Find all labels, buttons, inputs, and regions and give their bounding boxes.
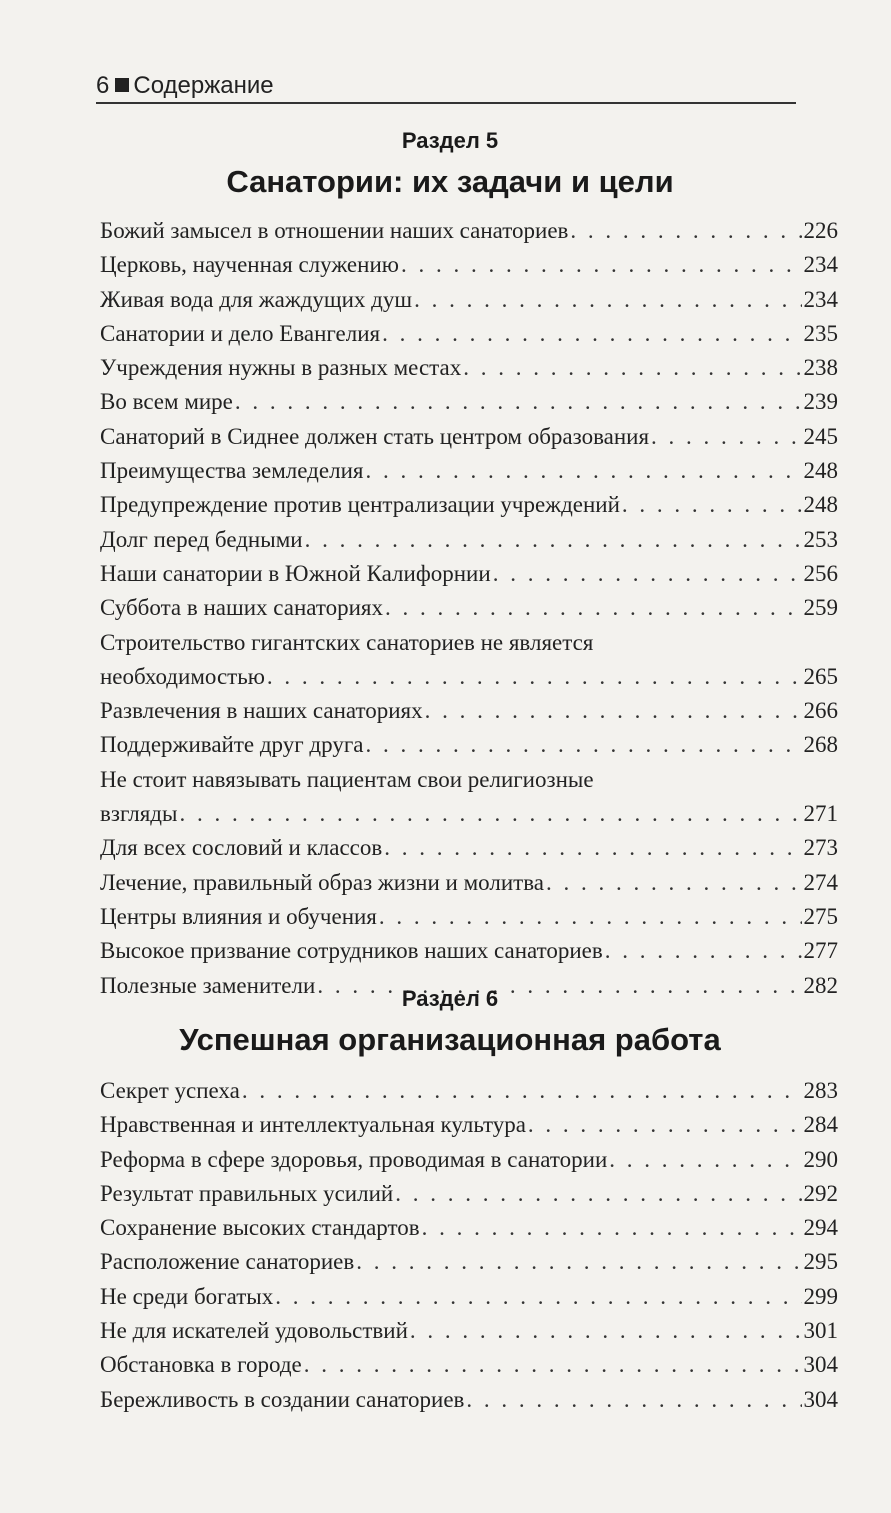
toc-entry — [100, 1074, 838, 1108]
toc-entry — [100, 248, 838, 282]
toc-entry-page: 265 — [803, 663, 838, 689]
toc-entry-title-line2: взгляды — [100, 801, 178, 827]
leader-dots — [179, 797, 801, 831]
leader-dots — [425, 694, 802, 728]
leader-dots — [304, 1348, 802, 1382]
leader-dots — [379, 900, 802, 934]
toc-entry — [100, 351, 838, 385]
toc-entry — [100, 1108, 838, 1142]
toc-entry-title: Высокое призвание сотрудников наших санаториев — [100, 938, 603, 964]
toc-entry — [100, 934, 838, 968]
toc-entry-page: 238 — [803, 355, 838, 381]
toc-entry — [100, 385, 838, 419]
toc-entry — [100, 866, 838, 900]
square-bullet-icon — [115, 78, 129, 92]
toc-entry-title: Сохранение высоких стандартов — [100, 1215, 420, 1241]
toc-entry-title: Полезные заменители — [100, 972, 316, 998]
toc-entry-title: Церковь, наученная служению — [100, 252, 399, 278]
toc-entry-title: Результат правильных усилий — [100, 1180, 394, 1206]
toc-entry-page: 253 — [803, 526, 838, 552]
toc-entry — [100, 1245, 838, 1279]
leader-dots — [401, 248, 802, 282]
toc-entry-title-line2: необходимостью — [100, 663, 265, 689]
toc-entry-title: Не среди богатых — [100, 1283, 274, 1309]
toc-entry-title: Учреждения нужны в разных местах — [100, 355, 462, 381]
toc-entry-title: Лечение, правильный образ жизни и молитва — [100, 869, 544, 895]
toc-entry — [100, 660, 838, 694]
toc-entry — [100, 1211, 838, 1245]
toc-entry-title: Поддерживайте друг друга — [100, 732, 364, 758]
toc-entry — [100, 900, 838, 934]
leader-dots — [267, 660, 802, 694]
toc-entry-title: Предупреждение против централизации учреждений — [100, 492, 620, 518]
toc-entry-title: Центры влияния и обучения — [100, 903, 377, 929]
toc-entry-page: 292 — [803, 1180, 838, 1206]
toc-entry-title: Долг перед бедными — [100, 526, 303, 552]
section-6-toc — [100, 1074, 838, 1417]
toc-entry-page: 304 — [803, 1386, 838, 1412]
leader-dots — [651, 420, 801, 454]
leader-dots — [305, 523, 802, 557]
running-title: Содержание — [133, 72, 274, 99]
toc-entry-title: Для всех сословий и классов — [100, 835, 383, 861]
leader-dots — [365, 454, 801, 488]
toc-entry-title: Нравственная и интеллектуальная культура — [100, 1112, 526, 1138]
leader-dots — [463, 351, 801, 385]
toc-entry-title: Суббота в наших санаториях — [100, 595, 384, 621]
toc-entry-page: 273 — [803, 835, 838, 861]
toc-entry-title-line1: Строительство гигантских санаториев не является — [100, 629, 594, 655]
leader-dots — [605, 934, 802, 968]
leader-dots — [382, 317, 801, 351]
toc-entry — [100, 831, 838, 865]
section-5-toc — [100, 214, 838, 1003]
toc-entry-page: 259 — [803, 595, 838, 621]
leader-dots — [242, 1074, 802, 1108]
toc-entry-page: 290 — [803, 1146, 838, 1172]
toc-entry-page: 275 — [803, 903, 838, 929]
toc-entry-title: Санатории и дело Евангелия — [100, 320, 381, 346]
leader-dots — [365, 728, 801, 762]
toc-entry-page: 274 — [803, 869, 838, 895]
leader-dots — [466, 1383, 801, 1417]
toc-entry — [100, 1280, 838, 1314]
toc-entry-page: 256 — [803, 560, 838, 586]
toc-entry-title: Живая вода для жаждущих душ — [100, 286, 413, 312]
toc-entry-title: Развлечения в наших санаториях — [100, 698, 423, 724]
leader-dots — [609, 1143, 801, 1177]
toc-entry-title: Обстановка в городе — [100, 1352, 302, 1378]
toc-entry-title: Бережливость в создании санаториев — [100, 1386, 465, 1412]
leader-dots — [356, 1245, 801, 1279]
toc-entry-title: Преимущества земледелия — [100, 458, 364, 484]
leader-dots — [395, 1177, 801, 1211]
toc-entry-page: 235 — [803, 320, 838, 346]
toc-entry-page: 226 — [803, 218, 838, 243]
running-header — [96, 72, 796, 104]
toc-entry-title: Реформа в сфере здоровья, проводимая в санатории — [100, 1146, 608, 1172]
toc-entry-page: 234 — [803, 252, 838, 278]
toc-entry — [100, 797, 838, 831]
toc-entry-title-line1: Не стоит навязывать пациентам свои религиозные — [100, 766, 594, 792]
leader-dots — [414, 283, 801, 317]
toc-entry-title: Санаторий в Сиднее должен стать центром образования — [100, 423, 650, 449]
toc-entry — [100, 454, 838, 488]
leader-dots — [622, 488, 802, 522]
toc-entry — [100, 591, 838, 625]
toc-entry — [100, 1143, 838, 1177]
leader-dots — [235, 385, 802, 419]
toc-entry-page: 271 — [803, 801, 838, 827]
toc-entry-page: 248 — [803, 458, 838, 484]
leader-dots — [385, 591, 801, 625]
toc-entry-page: 295 — [803, 1249, 838, 1275]
leader-dots — [422, 1211, 802, 1245]
toc-entry-page: 301 — [803, 1318, 838, 1344]
toc-entry — [100, 1177, 838, 1211]
leader-dots — [275, 1280, 801, 1314]
toc-entry-page: 245 — [803, 423, 838, 449]
toc-entry-page: 277 — [803, 938, 838, 964]
leader-dots — [570, 214, 801, 248]
leader-dots — [384, 831, 801, 865]
toc-entry-page: 234 — [803, 286, 838, 312]
toc-entry — [100, 1383, 838, 1417]
toc-entry — [100, 488, 838, 522]
toc-entry — [100, 728, 838, 762]
toc-entry-title: Наши санатории в Южной Калифорнии — [100, 560, 491, 586]
toc-entry-title: Расположение санаториев — [100, 1249, 355, 1275]
page-number: 6 — [96, 72, 110, 99]
toc-entry-page: 239 — [803, 389, 838, 415]
toc-entry-title: Во всем мире — [100, 389, 233, 415]
toc-entry-title: Не для искателей удовольствий — [100, 1318, 408, 1344]
leader-dots — [528, 1108, 802, 1142]
toc-entry — [100, 557, 838, 591]
toc-entry — [100, 283, 838, 317]
toc-entry-title: Секрет успеха — [100, 1078, 240, 1103]
toc-entry — [100, 694, 838, 728]
toc-entry-page: 282 — [803, 972, 838, 998]
section-5-title: Санатории: их задачи и цели — [226, 164, 674, 199]
toc-entry-title: Божий замысел в отношении наших санаториев — [100, 218, 569, 243]
toc-entry-page: 248 — [803, 492, 838, 518]
section-6-label: Раздел 6 — [401, 986, 499, 1011]
leader-dots — [493, 557, 802, 591]
toc-entry — [100, 317, 838, 351]
toc-entry-page: 304 — [803, 1352, 838, 1378]
toc-entry-page: 299 — [803, 1283, 838, 1309]
toc-entry — [100, 523, 838, 557]
toc-entry-page: 266 — [803, 698, 838, 724]
toc-entry — [100, 1314, 838, 1348]
toc-entry — [100, 214, 838, 248]
toc-entry-page: 284 — [803, 1112, 838, 1138]
toc-entry-page: 283 — [803, 1078, 838, 1103]
leader-dots — [410, 1314, 802, 1348]
section-5-label: Раздел 5 — [401, 128, 499, 153]
leader-dots — [546, 866, 802, 900]
toc-entry — [100, 1348, 838, 1382]
toc-entry — [100, 420, 838, 454]
toc-entry-page: 268 — [803, 732, 838, 758]
toc-entry-page: 294 — [803, 1215, 838, 1241]
section-6-title: Успешная организационная работа — [179, 1022, 721, 1057]
